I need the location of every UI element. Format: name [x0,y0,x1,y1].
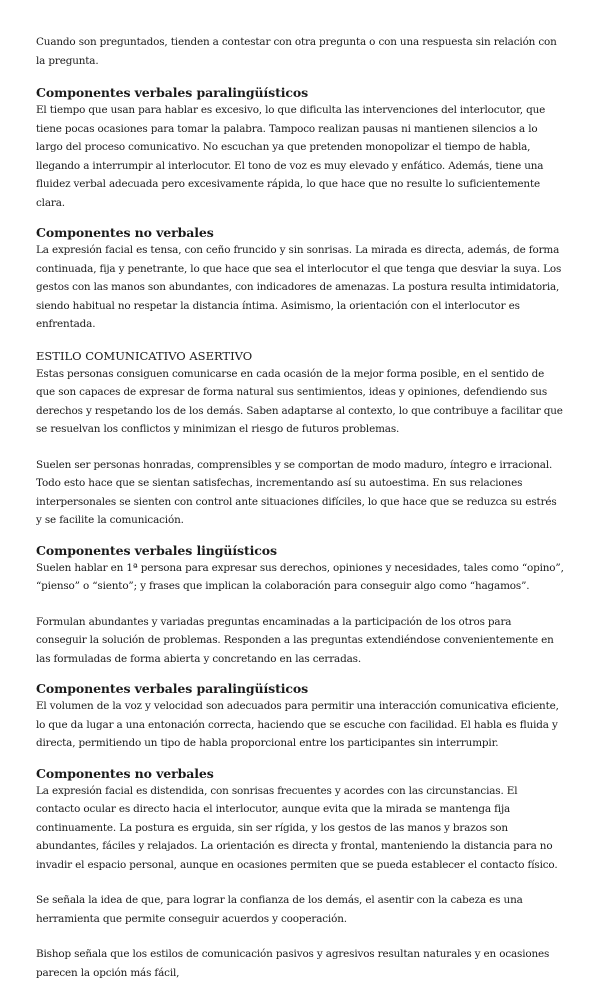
paragraph: Estas personas consiguen comunicarse en cada ocasión de la mejor forma posible, en el sentido de que son capaces de expresar de forma natural sus sentimientos, ideas y opiniones, defendiendo sus derechos y respetando los de los demás. Saben adaptarse al contexto, lo que contribuye a facilitar que se resuelvan los conflictos y minimizan el riesgo de futuros problemas. [36,367,563,435]
paragraph: La expresión facial es tensa, con ceño fruncido y sin sonrisas. La mirada es directa, además, de forma continuada, fija y penetrante, lo que hace que sea el interlocutor el que tenga que desviar la suya. Los gestos con las manos son abundantes, con indicadores de amenazas. La postura resulta intimidatoria, siendo habitual no respetar la distancia íntima. Asimismo, la orientación con el interlocutor es enfrentada. [36,244,562,330]
paragraph: Formulan abundantes y variadas preguntas encaminadas a la participación de los otros para conseguir la solución de problemas. Responden a las preguntas extendiéndose convenientemente en las formuladas de forma abierta y concretando en las cerradas. [36,615,554,665]
section-heading: Componentes no verbales [36,765,214,781]
paragraph: Bishop señala que los estilos de comunicación pasivos y agresivos resultan naturales y en ocasiones parecen la opción más fácil, [36,948,550,979]
paragraph: El volumen de la voz y velocidad son adecuados para permitir una interacción comunicativa eficiente, lo que da lugar a una entonación correcta, haciendo que se escuche con facilidad. El habla es fluida y directa, permitiendo un tipo de habla proporcional entre los participantes sin interrumpir. [36,700,559,749]
section-title: ESTILO COMUNICATIVO ASERTIVO [36,348,253,363]
section-heading: Componentes verbales lingüísticos [36,542,277,558]
section-heading: Componentes no verbales [36,225,214,240]
paragraph: Se señala la idea de que, para lograr la confianza de los demás, el asentir con la cabeza es una herramienta que permite conseguir acuerdos y cooperación. [36,894,523,925]
paragraph: El tiempo que usan para hablar es excesivo, lo que dificulta las intervenciones del interlocutor, que tiene pocas ocasiones para tomar la palabra. Tampoco realizan pausas ni mantienen silencios a lo largo del proceso comunicativo. No escuchan ya que pretenden monopolizar el tiempo de habla, llegando a interrumpir al interlocutor. El tono de voz es muy elevado y enfático. Además, tiene una fluidez verbal adecuada pero excesivamente rápida, lo que hace que no resulte lo suficientemente clara. [36,104,546,209]
intro-paragraph: Cuando son preguntados, tienden a contestar con otra pregunta o con una respuesta sin relación con la pregunta. [36,36,557,67]
section-heading: Componentes verbales paralingüísticos [36,85,309,100]
paragraph: La expresión facial es distendida, con sonrisas frecuentes y acordes con las circunstancias. El contacto ocular es directo hacia el interlocutor, aunque evita que la mirada se mantenga fija continuamente. La postura es erguida, sin ser rígida, y los gestos de las manos y brazos son abundantes, fáciles y relajados. La orientación es directa y frontal, manteniendo la distancia para no invadir el espacio personal, aunque en ocasiones permiten que se pueda establecer el contacto físico. [36,784,558,871]
section-heading: Componentes verbales paralingüísticos [36,681,309,696]
paragraph: Suelen hablar en 1ª persona para expresar sus derechos, opiniones y necesidades, tales como “opino”, “pienso” o “siento”; y frases que implican la colaboración para conseguir algo como “hagamos”. [36,561,564,592]
paragraph: Suelen ser personas honradas, comprensibles y se comportan de modo maduro, íntegro e irracional. Todo esto hace que se sientan satisfechas, incrementando así su autoestima. En sus relaciones interpersonales se sienten con control ante situaciones difíciles, lo que hace que se reduzca su estrés y se facilite la comunicación. [36,458,557,526]
